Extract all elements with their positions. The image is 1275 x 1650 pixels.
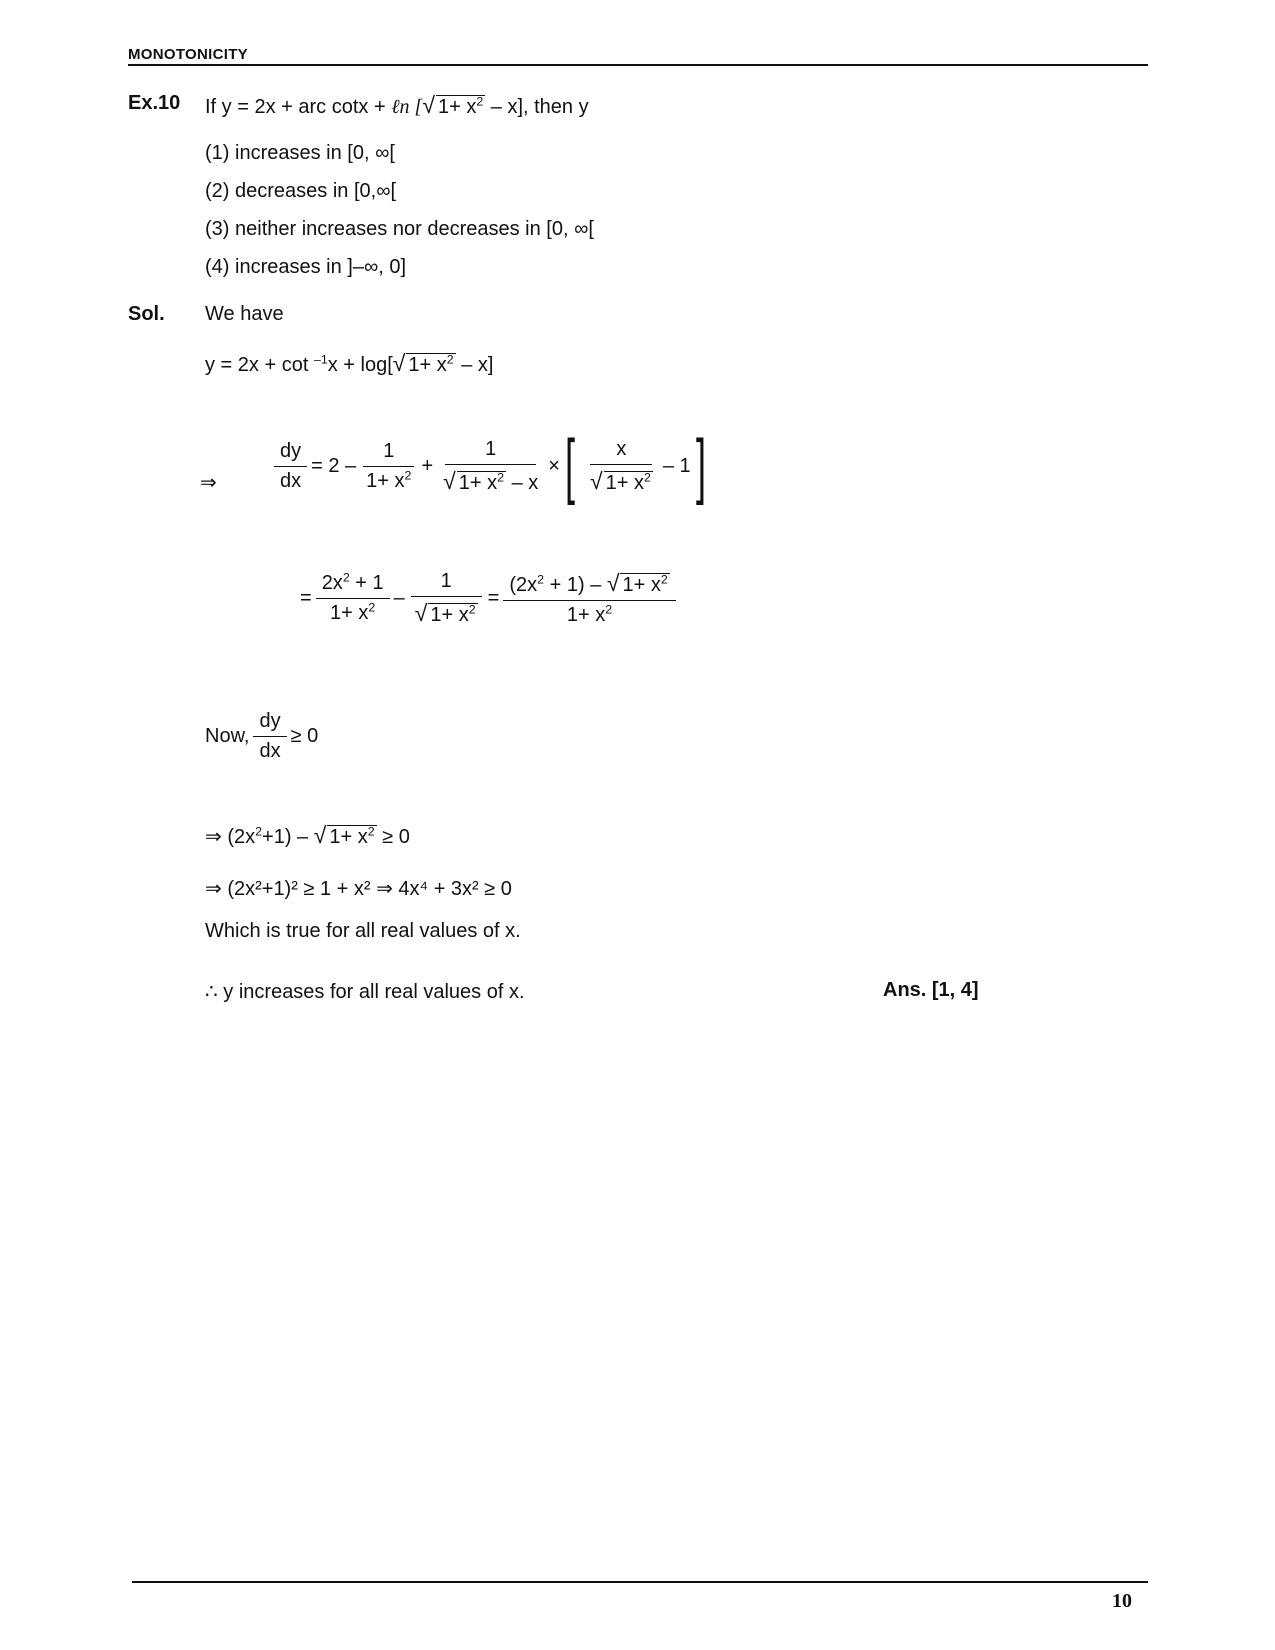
option-2: (2) decreases in [0,∞[ <box>205 180 397 202</box>
implies-symbol-1: ⇒ <box>200 472 217 494</box>
example-label: Ex.10 <box>128 92 181 114</box>
header-rule <box>128 64 1148 66</box>
page-number: 10 <box>1112 1590 1132 1612</box>
section-header: MONOTONICITY <box>128 46 248 63</box>
equation-derivative: $\frac{dy}{dx}$ = 2 – $\frac{1}{1+ x^2}$ + $\frac{1}{√ 1+ x^2 - x}$ × [ $\frac{x}{√ 1+ x^2}$ – 1 ] <box>270 430 711 502</box>
inequality-1: ⇒ $(2x^2+1)$ – √ $1+ x^2 \ge 0$ <box>205 822 410 848</box>
question-text: If y = 2x + arc cotx + ℓn [√ $1+ x^2 - x$], then y <box>205 92 589 118</box>
solution-intro: We have <box>205 303 284 325</box>
solution-label: Sol. <box>128 303 165 325</box>
condition-now: Now, $\frac{dy}{dx}$ ≥ 0 <box>205 710 319 762</box>
option-4: (4) increases in ]–∞, 0] <box>205 256 407 278</box>
conclusion-2: ∴ y increases for all real values of x. <box>205 981 525 1003</box>
equation-simplified: = $\frac{2x^2 + 1}{1+ x^2}$ – $\frac{1}{√ 1+ x^2}$ = $\frac{(2x^2 + 1) - √ 1+ x^2}{1+ x^2}$ <box>300 570 680 627</box>
option-3: (3) neither increases nor decreases in [0, ∞[ <box>205 218 594 240</box>
option-1: (1) increases in [0, ∞[ <box>205 142 395 164</box>
footer-rule <box>132 1581 1148 1583</box>
equation-y: y = 2x + cot $^{-1}$x + log[√ $1+ x^2 - x$] <box>205 350 494 376</box>
conclusion-1: Which is true for all real values of x. <box>205 920 521 942</box>
inequality-2: ⇒ (2x²+1)² ≥ 1 + x² ⇒ 4x⁴ + 3x² ≥ 0 <box>205 878 512 900</box>
answer: Ans. [1, 4] <box>883 979 979 1001</box>
